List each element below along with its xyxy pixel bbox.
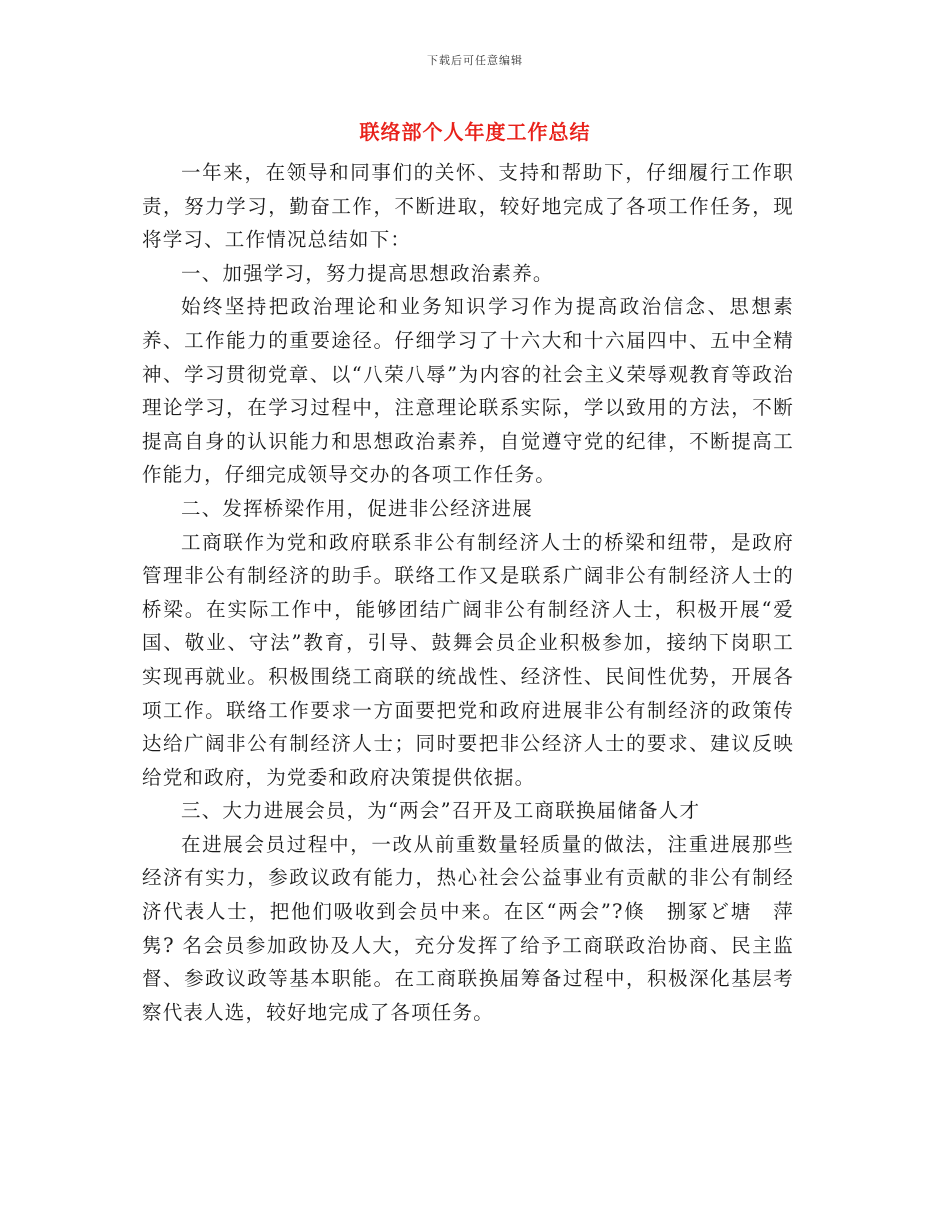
document-title: 联络部个人年度工作总结 [359, 120, 591, 144]
section-paragraph-1: 始终坚持把政治理论和业务知识学习作为提高政治信念、思想素养、工作能力的重要途径。仔细学习了十六大和十六届四中、五中全精神、学习贯彻党章、以“八荣八辱”为内容的社会主义荣辱观教育等政治理论学习，在学习过程中，注意理论联系实际，学以致用的方法，不断提高自身的认识能力和思想政治素养，自觉遵守党的纪律，不断提高工作能力，仔细完成领导交办的各项工作任务。 [142, 295, 794, 487]
document-body [142, 156, 794, 1029]
section-paragraph-3: 在进展会员过程中，一改从前重数量轻质量的做法，注重进展那些经济有实力，参政议政有能力，热心社会公益事业有贡献的非公有制经济代表人士，把他们吸收到会员中来。在区“两会”?倏 捌冢ど塘 萍隽? 名会员参加政协及人大，充分发挥了给予工商联政治协商、民主监督、参政议政等基本职能。在工商联换届筹备过程中，积极深化基层考察代表人选，较好地完成了各项任务。 [142, 832, 794, 1024]
section-paragraph-2: 工商联作为党和政府联系非公有制经济人士的桥梁和纽带，是政府管理非公有制经济的助手。联络工作又是联系广阔非公有制经济人士的桥梁。在实际工作中，能够团结广阔非公有制经济人士，积极开展“爱国、敬业、守法”教育，引导、鼓舞会员企业积极参加，接纳下岗职工实现再就业。积极围绕工商联的统战性、经济性、民间性优势，开展各项工作。联络工作要求一方面要把党和政府进展非公有制经济的政策传达给广阔非公有制经济人士；同时要把非公经济人士的要求、建议反映给党和政府，为党委和政府决策提供依据。 [142, 530, 794, 789]
section-heading-2: 二、发挥桥梁作用，促进非公经济进展 [181, 496, 533, 520]
page-header-note: 下载后可任意编辑 [427, 54, 523, 67]
intro-paragraph: 一年来，在领导和同事们的关怀、支持和帮助下，仔细履行工作职责，努力学习，勤奋工作，不断进取，较好地完成了各项工作任务，现将学习、工作情况总结如下： [142, 161, 794, 252]
section-heading-1: 一、加强学习，努力提高思想政治素养。 [181, 261, 554, 285]
section-heading-3: 三、大力进展会员，为“两会”召开及工商联换届储备人才 [181, 799, 701, 823]
